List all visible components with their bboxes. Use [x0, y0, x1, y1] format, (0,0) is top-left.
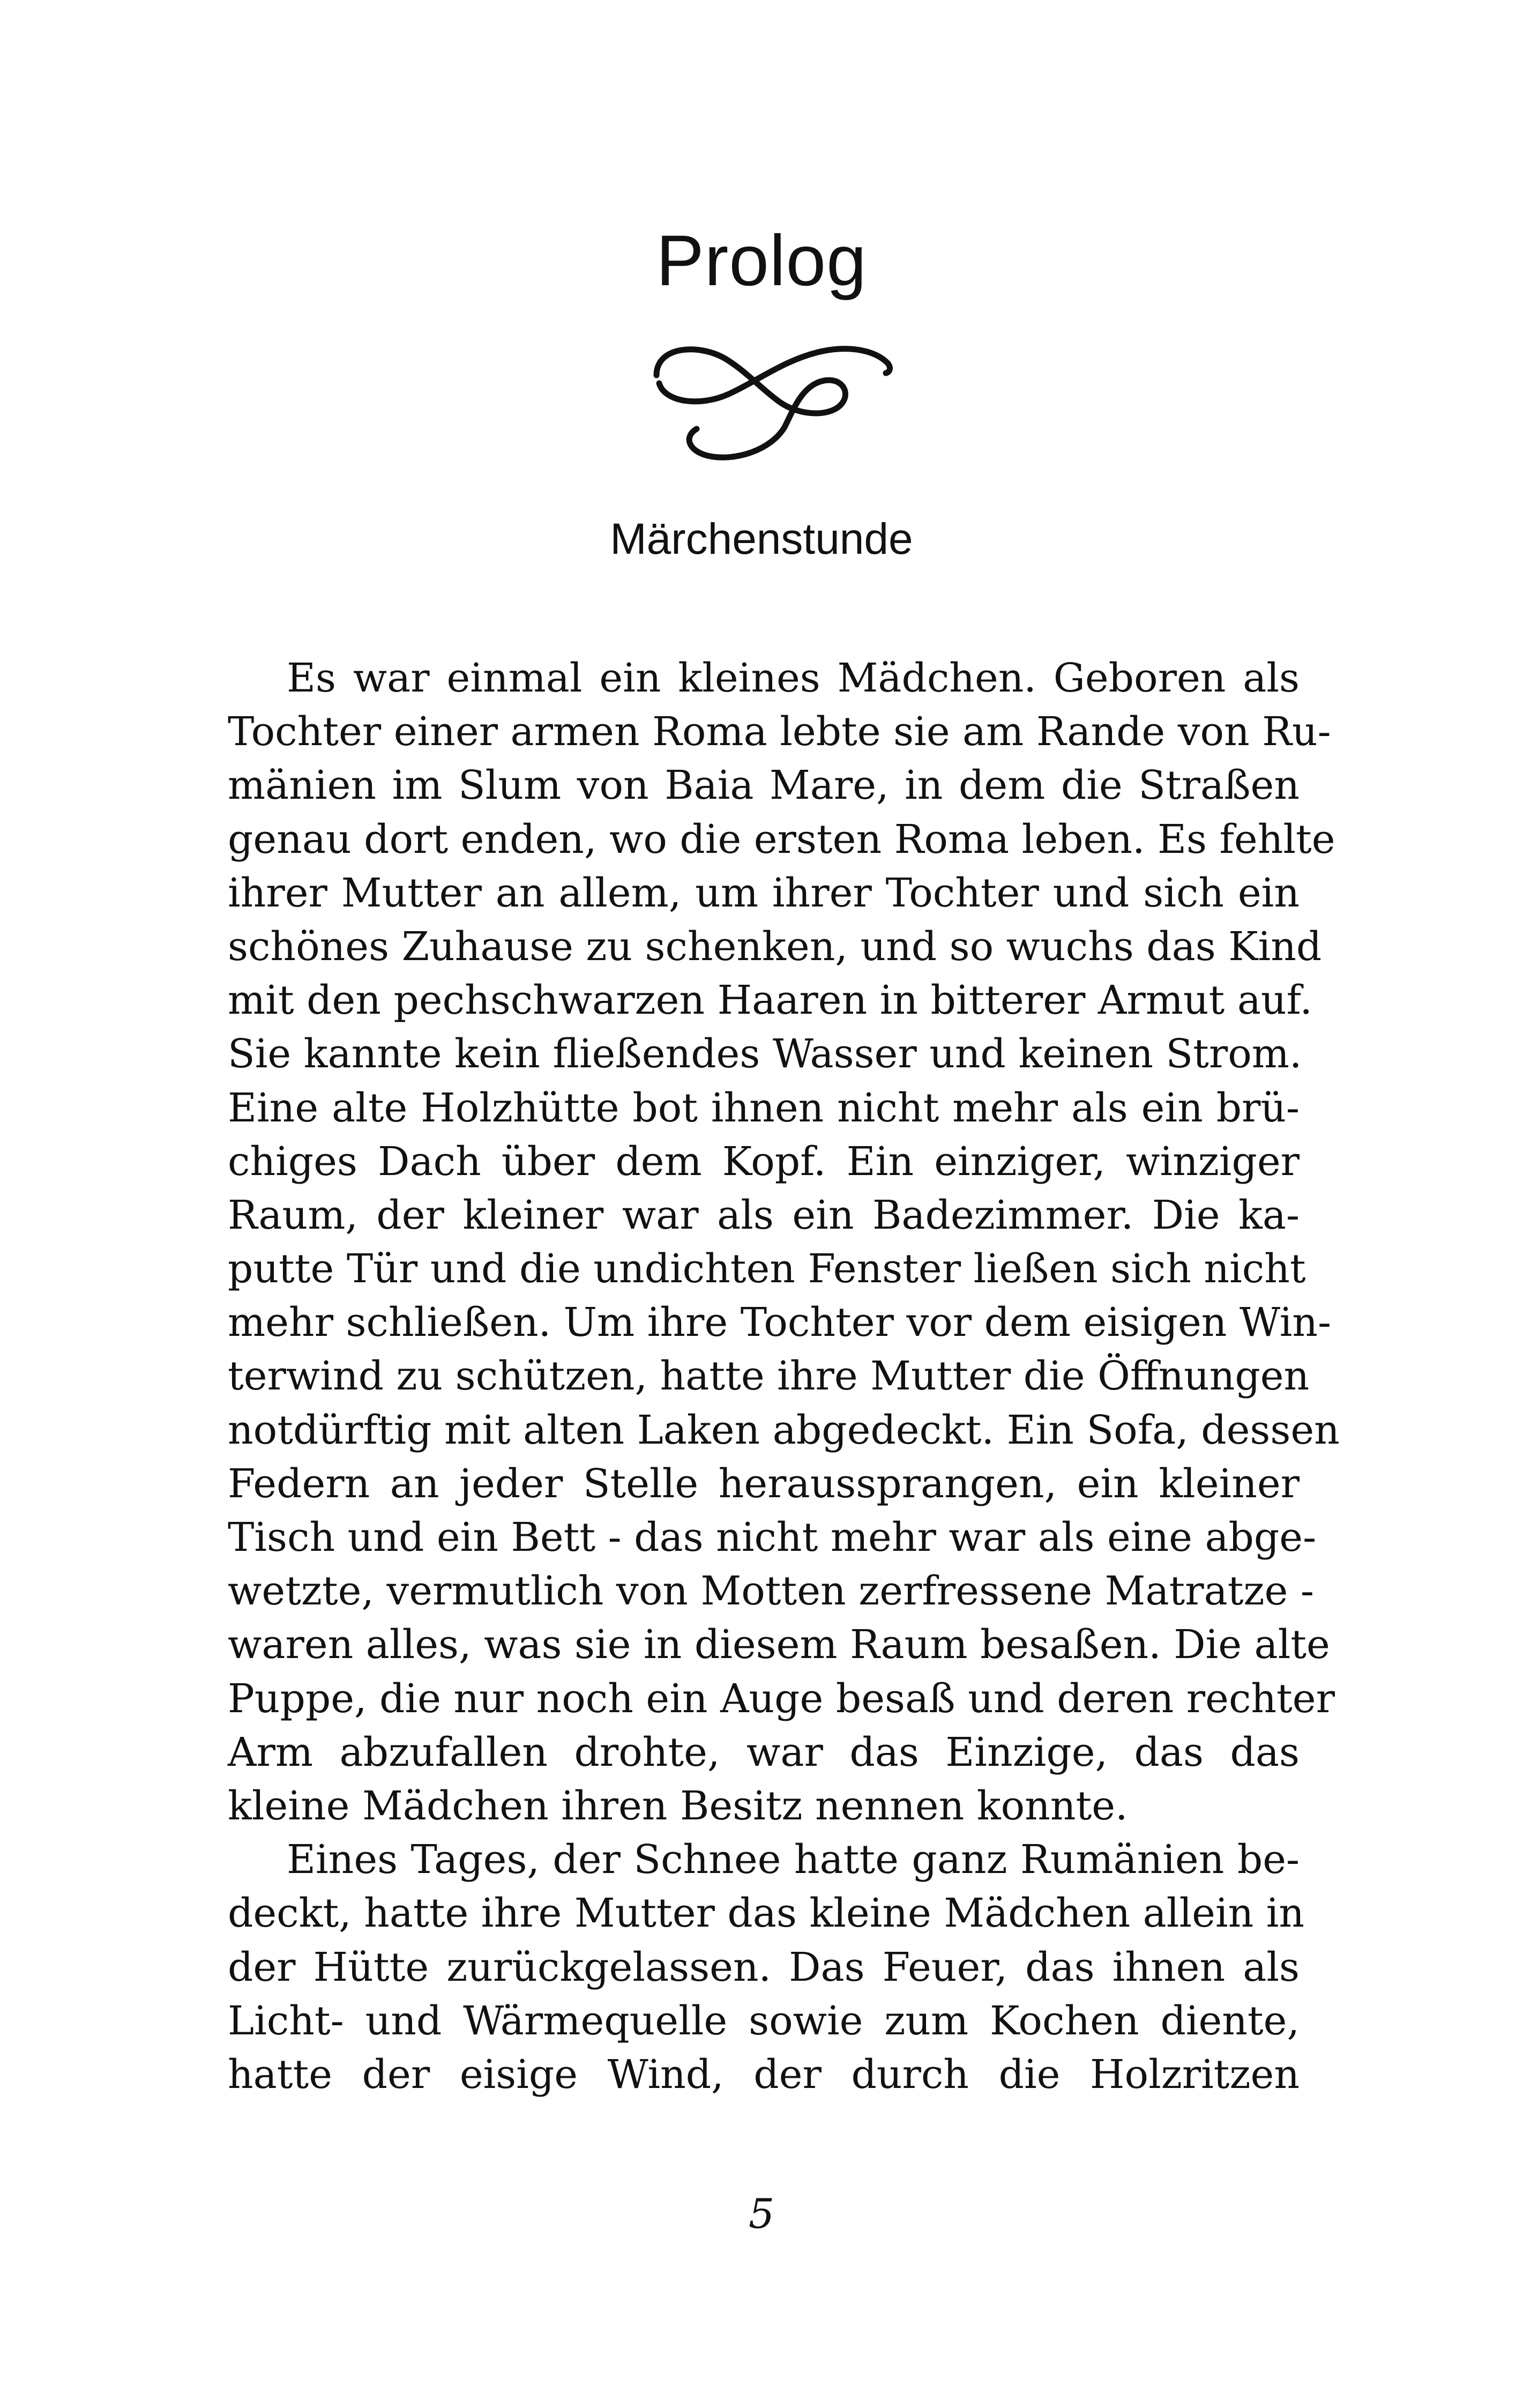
- body-text: [228, 651, 1340, 2101]
- text-line: notdürftig mit alten Laken abgedeckt. Ein Sofa, dessen: [228, 1407, 1340, 1453]
- text-line: Licht- und Wärmequelle sowie zum Kochen diente,: [228, 1997, 1300, 2044]
- chapter-title: Prolog: [656, 221, 867, 301]
- text-line: hatte der eisige Wind, der durch die Holzritzen: [228, 2051, 1300, 2098]
- text-line: schönes Zuhause zu schenken, und so wuchs das Kind: [228, 923, 1322, 970]
- text-line: Puppe, die nur noch ein Auge besaß und deren rechter: [228, 1675, 1335, 1722]
- section-title: Märchenstunde: [610, 515, 913, 563]
- text-line: Raum, der kleiner war als ein Badezimmer. Die ka-: [228, 1192, 1300, 1238]
- text-line: waren alles, was sie in diesem Raum besaßen. Die alte: [228, 1622, 1330, 1668]
- text-line: terwind zu schützen, hatte ihre Mutter die Öffnungen: [228, 1353, 1310, 1400]
- text-line: deckt, hatte ihre Mutter das kleine Mädchen allein in: [228, 1890, 1305, 1937]
- text-line: Arm abzufallen drohte, war das Einzige, das das: [228, 1729, 1300, 1775]
- text-line: der Hütte zurückgelassen. Das Feuer, das ihnen als: [228, 1944, 1300, 1990]
- text-line: mit den pechschwarzen Haaren in bitterer Armut auf.: [228, 977, 1312, 1024]
- text-line: wetzte, vermutlich von Motten zerfressene Matratze -: [228, 1568, 1314, 1615]
- text-line: mehr schließen. Um ihre Tochter vor dem eisigen Win-: [228, 1299, 1332, 1346]
- text-line: genau dort enden, wo die ersten Roma leben. Es fehlte: [228, 816, 1335, 863]
- text-line: Tisch und ein Bett - das nicht mehr war als eine abge-: [228, 1514, 1317, 1560]
- flourish-swirl-icon: [640, 322, 898, 466]
- text-line: Es war einmal ein kleines Mädchen. Geboren als: [287, 655, 1300, 701]
- text-line: ihrer Mutter an allem, um ihrer Tochter und sich ein: [228, 869, 1300, 916]
- text-line: Federn an jeder Stelle heraussprangen, ein kleiner: [228, 1460, 1300, 1507]
- text-line: mänien im Slum von Baia Mare, in dem die Straßen: [228, 762, 1300, 809]
- text-line: putte Tür und die undichten Fenster ließen sich nicht: [228, 1246, 1306, 1292]
- text-line: Sie kannte kein fließendes Wasser und keinen Strom.: [228, 1031, 1302, 1077]
- text-line: Eine alte Holzhütte bot ihnen nicht mehr als ein brü-: [228, 1084, 1300, 1131]
- page-number: 5: [748, 2190, 775, 2238]
- text-line: chiges Dach über dem Kopf. Ein einziger, winziger: [228, 1138, 1300, 1185]
- text-line: Tochter einer armen Roma lebte sie am Rande von Ru-: [228, 709, 1331, 755]
- text-line: Eines Tages, der Schnee hatte ganz Rumänien be-: [287, 1837, 1300, 1883]
- text-line: kleine Mädchen ihren Besitz nennen konnte.: [228, 1782, 1128, 1829]
